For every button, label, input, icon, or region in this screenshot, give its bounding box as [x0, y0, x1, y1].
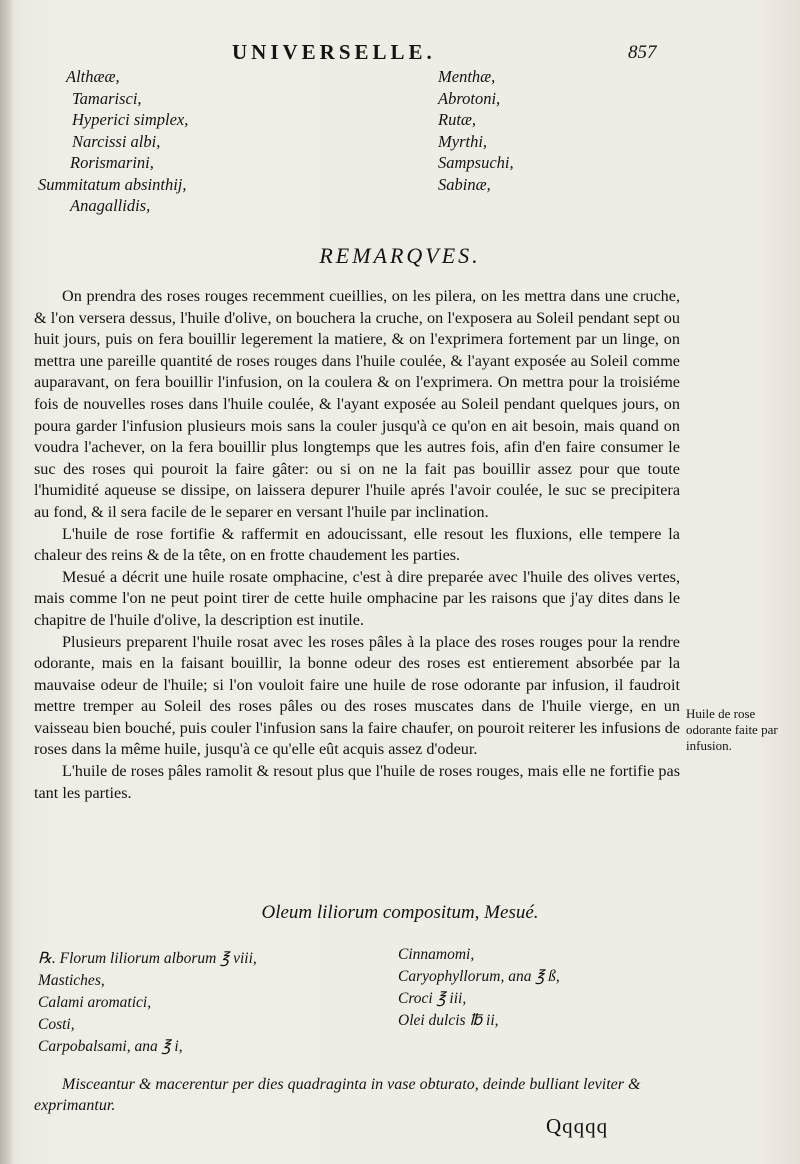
remarques-body	[34, 286, 680, 804]
running-head: UNIVERSELLE.	[232, 40, 436, 64]
list-item: Anagallidis,	[70, 196, 151, 215]
ingredient-list-left	[38, 948, 257, 1058]
ingredient-item: Croci ℥ iii,	[398, 990, 467, 1007]
list-item: Abrotoni,	[438, 88, 501, 108]
ingredient-item: Calami aromatici,	[38, 994, 152, 1011]
list-item: Narcissi albi,	[72, 131, 161, 151]
ingredient-item: Mastiches,	[38, 972, 105, 989]
ingredient-item: Costi,	[38, 1016, 75, 1033]
paragraph: L'huile de rose fortifie & raffermit en adoucissant, elle resout les fluxions, elle tempere la chaleur des reins & de la tête, on en frotte chaudement les parties.	[34, 524, 680, 565]
list-item: Rutæ,	[438, 110, 477, 129]
list-item: Summitatum absinthij,	[38, 174, 187, 194]
list-item: Althææ,	[66, 67, 120, 86]
list-item: Sabinæ,	[438, 174, 491, 194]
ingredient-item: Olei dulcis ℔ ii,	[398, 1012, 499, 1029]
paragraph: Misceantur & macerentur per dies quadraginta in vase obturato, deinde bulliant leviter & exprimantur.	[34, 1076, 641, 1114]
list-item: Myrthi,	[438, 131, 488, 151]
herb-list-right	[438, 66, 514, 195]
ingredient-item: Caryophyllorum, ana ℥ ß,	[398, 968, 560, 985]
list-item: Hyperici simplex,	[72, 110, 189, 129]
gutter-shadow	[0, 0, 14, 1164]
section-title: REMARQVES.	[319, 243, 481, 268]
ingredient-item: Carpobalsami, ana ℥ i,	[38, 1038, 183, 1055]
list-item: Menthæ,	[438, 67, 496, 86]
list-item: Tamarisci,	[72, 88, 142, 108]
ingredient-item: Cinnamomi,	[398, 946, 475, 963]
paragraph: L'huile de roses pâles ramolit & resout plus que l'huile de roses rouges, mais elle ne fortifie pas tant les parties.	[34, 762, 680, 802]
herb-list-left	[38, 66, 188, 217]
ingredient-item: ℞. Florum liliorum alborum ℥ viii,	[38, 950, 257, 967]
margin-note: Huile de rose odorante faite par infusion.	[686, 706, 778, 753]
recipe-title: Oleum liliorum compositum, Mesué.	[261, 902, 539, 923]
page-number: 857	[628, 42, 657, 63]
ingredient-list-right	[398, 944, 560, 1032]
signature-mark: Qqqqq	[546, 1114, 609, 1138]
recipe-instructions	[34, 1074, 694, 1116]
paragraph: Mesué a décrit une huile rosate omphacine, c'est à dire preparée avec l'huile des olives vertes, mais comme l'on ne peut point tirer de cette huile omphacine par les raisons que j'ay dites dans le chapitre de l'huile d'olive, la description est inutile.	[34, 567, 680, 629]
paragraph: On prendra des roses rouges recemment cueillies, on les pilera, on les mettra dans une cruche, & l'on versera dessus, l'huile d'olive, on bouchera la cruche, on l'exposera au Soleil pendant sept ou huit jours, puis on fera bouillir legerement la matiere, & on l'exprimera fortement par un linge, on mettra une pareille quantité de roses rouges dans l'huile coulée, & l'ayant exposée au Soleil comme auparavant, on fera bouillir l'infusion, on la coulera & on l'exprimera. On mettra pour la troisiéme fois de nouvelles roses dans l'huile coulée, & l'ayant exposée au Soleil pendant quelques jours, on poura garder l'infusion plusieurs mois sans la couler jusqu'à ce qu'on en ait besoin, mais quand on voudra l'achever, on la fera bouillir plus longtemps que les autres fois, afin d'en faire consumer le suc des roses qui pouroit la faire gâter: ou si on ne la fait pas bouillir assez pour que toute l'humidité aqueuse se dissipe, on laissera depurer l'huile aprés l'avoir coulée, le suc se precipitera au fond, & il sera facile de le separer en versant l'huile par inclination.	[34, 287, 680, 521]
list-item: Sampsuchi,	[438, 153, 514, 172]
paragraph: Plusieurs preparent l'huile rosat avec les roses pâles à la place des roses rouges pour la rendre odorante, mais en la faisant bouillir, la bonne odeur des roses est entierement absorbée par la mauvaise odeur de l'huile; si l'on vouloit faire une huile de rose odorante par infusion, il faudroit mettre tremper au Soleil des roses pâles ou des roses muscates dans de l'huile vierge, en un vaisseau bien bouché, puis couler l'infusion sans la faire chaufer, on pouroit reiterer les infusions de roses dans la même huile, jusqu'à ce qu'elle eût acquis assez d'odeur.	[34, 632, 680, 759]
list-item: Rorismarini,	[70, 153, 154, 172]
